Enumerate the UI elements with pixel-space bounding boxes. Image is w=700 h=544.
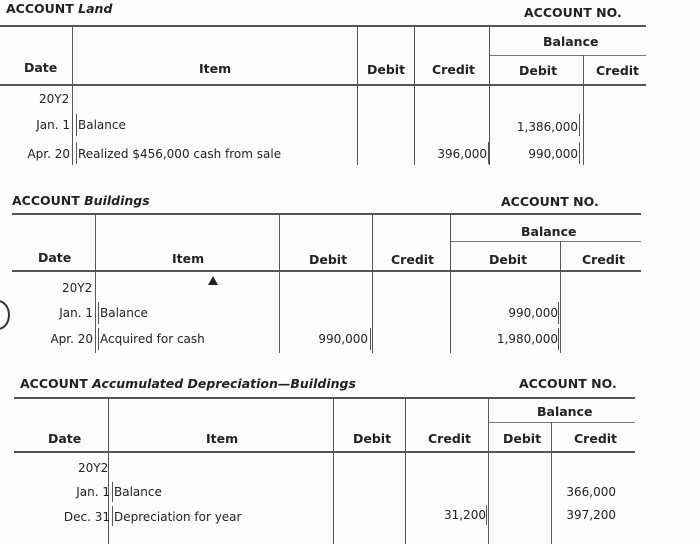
header-balance-debit: Debit (519, 63, 558, 78)
row-balance-debit: 990,000 (528, 147, 578, 161)
col-divider (405, 397, 406, 544)
title-prefix: ACCOUNT (20, 376, 88, 391)
header-balance-debit: Debit (503, 431, 542, 446)
col-divider (551, 422, 552, 544)
row-item: Depreciation for year (114, 510, 242, 524)
row-credit: 31,200 (444, 508, 486, 522)
balance-divider (489, 55, 646, 56)
header-balance: Balance (521, 224, 577, 239)
item-marker (112, 506, 113, 526)
account-title (12, 193, 150, 208)
col-divider (560, 241, 561, 353)
title-name: Buildings (84, 193, 150, 208)
col-divider (333, 397, 334, 544)
title-prefix: ACCOUNT (12, 193, 80, 208)
row-balance-debit: 1,386,000 (516, 120, 578, 134)
col-divider (357, 25, 358, 165)
title-name: Accumulated Depreciation—Buildings (92, 376, 356, 391)
col-divider (414, 25, 415, 165)
account-number-label: ACCOUNT NO. (524, 5, 622, 20)
header-item: Item (199, 61, 232, 76)
header-date: Date (48, 431, 82, 446)
col-divider (450, 213, 451, 353)
header-debit: Debit (367, 62, 406, 77)
account-buildings (0, 185, 700, 360)
row-date: Jan. 1 (76, 485, 110, 499)
table-top-border (0, 25, 646, 27)
item-marker (98, 302, 99, 324)
col-divider (489, 25, 490, 165)
header-debit: Debit (309, 252, 348, 267)
row-balance-debit: 990,000 (508, 306, 558, 320)
header-item: Item (172, 251, 205, 266)
header-credit: Credit (391, 252, 435, 267)
item-marker (112, 482, 113, 502)
amount-marker (370, 328, 371, 350)
col-divider (95, 213, 96, 353)
account-number-label: ACCOUNT NO. (501, 194, 599, 209)
row-item: Balance (78, 118, 126, 132)
account-title (20, 376, 356, 391)
row-item: Balance (114, 485, 162, 499)
header-item: Item (206, 431, 239, 446)
header-date: Date (38, 250, 72, 265)
row-balance-credit: 397,200 (566, 508, 616, 522)
amount-marker (486, 505, 487, 525)
col-divider (372, 213, 373, 353)
header-credit: Credit (428, 431, 472, 446)
header-balance-credit: Credit (596, 63, 640, 78)
year-label: 20Y2 (39, 92, 70, 106)
amount-marker (579, 142, 580, 164)
row-balance-credit: 366,000 (566, 485, 616, 499)
row-date: Jan. 1 (59, 306, 93, 320)
item-marker (98, 328, 99, 350)
item-marker (76, 114, 77, 136)
amount-marker (558, 302, 559, 324)
amount-marker (579, 114, 580, 136)
row-item: Realized $456,000 cash from sale (78, 147, 282, 161)
header-bottom-border (12, 270, 641, 272)
account-accumulated-depreciation (0, 365, 700, 544)
col-divider (583, 55, 584, 165)
col-divider (279, 213, 280, 353)
row-credit: 396,000 (437, 147, 487, 161)
header-debit: Debit (353, 431, 392, 446)
title-prefix: ACCOUNT (6, 1, 74, 16)
header-balance-credit: Credit (574, 431, 618, 446)
header-balance: Balance (543, 34, 599, 49)
row-balance-debit: 1,980,000 (496, 332, 558, 346)
header-bottom-border (0, 84, 646, 86)
row-date: Jan. 1 (36, 118, 70, 132)
account-number-label: ACCOUNT NO. (519, 376, 617, 391)
row-item: Balance (100, 306, 148, 320)
account-title (6, 1, 112, 16)
row-date: Dec. 31 (63, 510, 110, 524)
title-name: Land (78, 1, 113, 16)
mouse-cursor-icon (208, 276, 218, 285)
account-land (0, 0, 700, 175)
row-date: Apr. 20 (27, 147, 70, 161)
row-debit: 990,000 (318, 332, 368, 346)
balance-divider (488, 422, 635, 423)
header-balance: Balance (537, 404, 593, 419)
amount-marker (558, 328, 559, 350)
table-top-border (12, 213, 641, 215)
balance-divider (450, 241, 641, 242)
row-item: Acquired for cash (100, 332, 205, 346)
year-label: 20Y2 (62, 281, 93, 295)
col-divider (488, 397, 489, 544)
header-balance-debit: Debit (489, 252, 528, 267)
row-date: Apr. 20 (50, 332, 93, 346)
year-label: 20Y2 (78, 461, 109, 475)
header-credit: Credit (432, 62, 476, 77)
item-marker (76, 142, 77, 164)
amount-marker (488, 142, 489, 164)
col-divider (72, 25, 73, 165)
header-date: Date (24, 60, 58, 75)
header-balance-credit: Credit (582, 252, 626, 267)
